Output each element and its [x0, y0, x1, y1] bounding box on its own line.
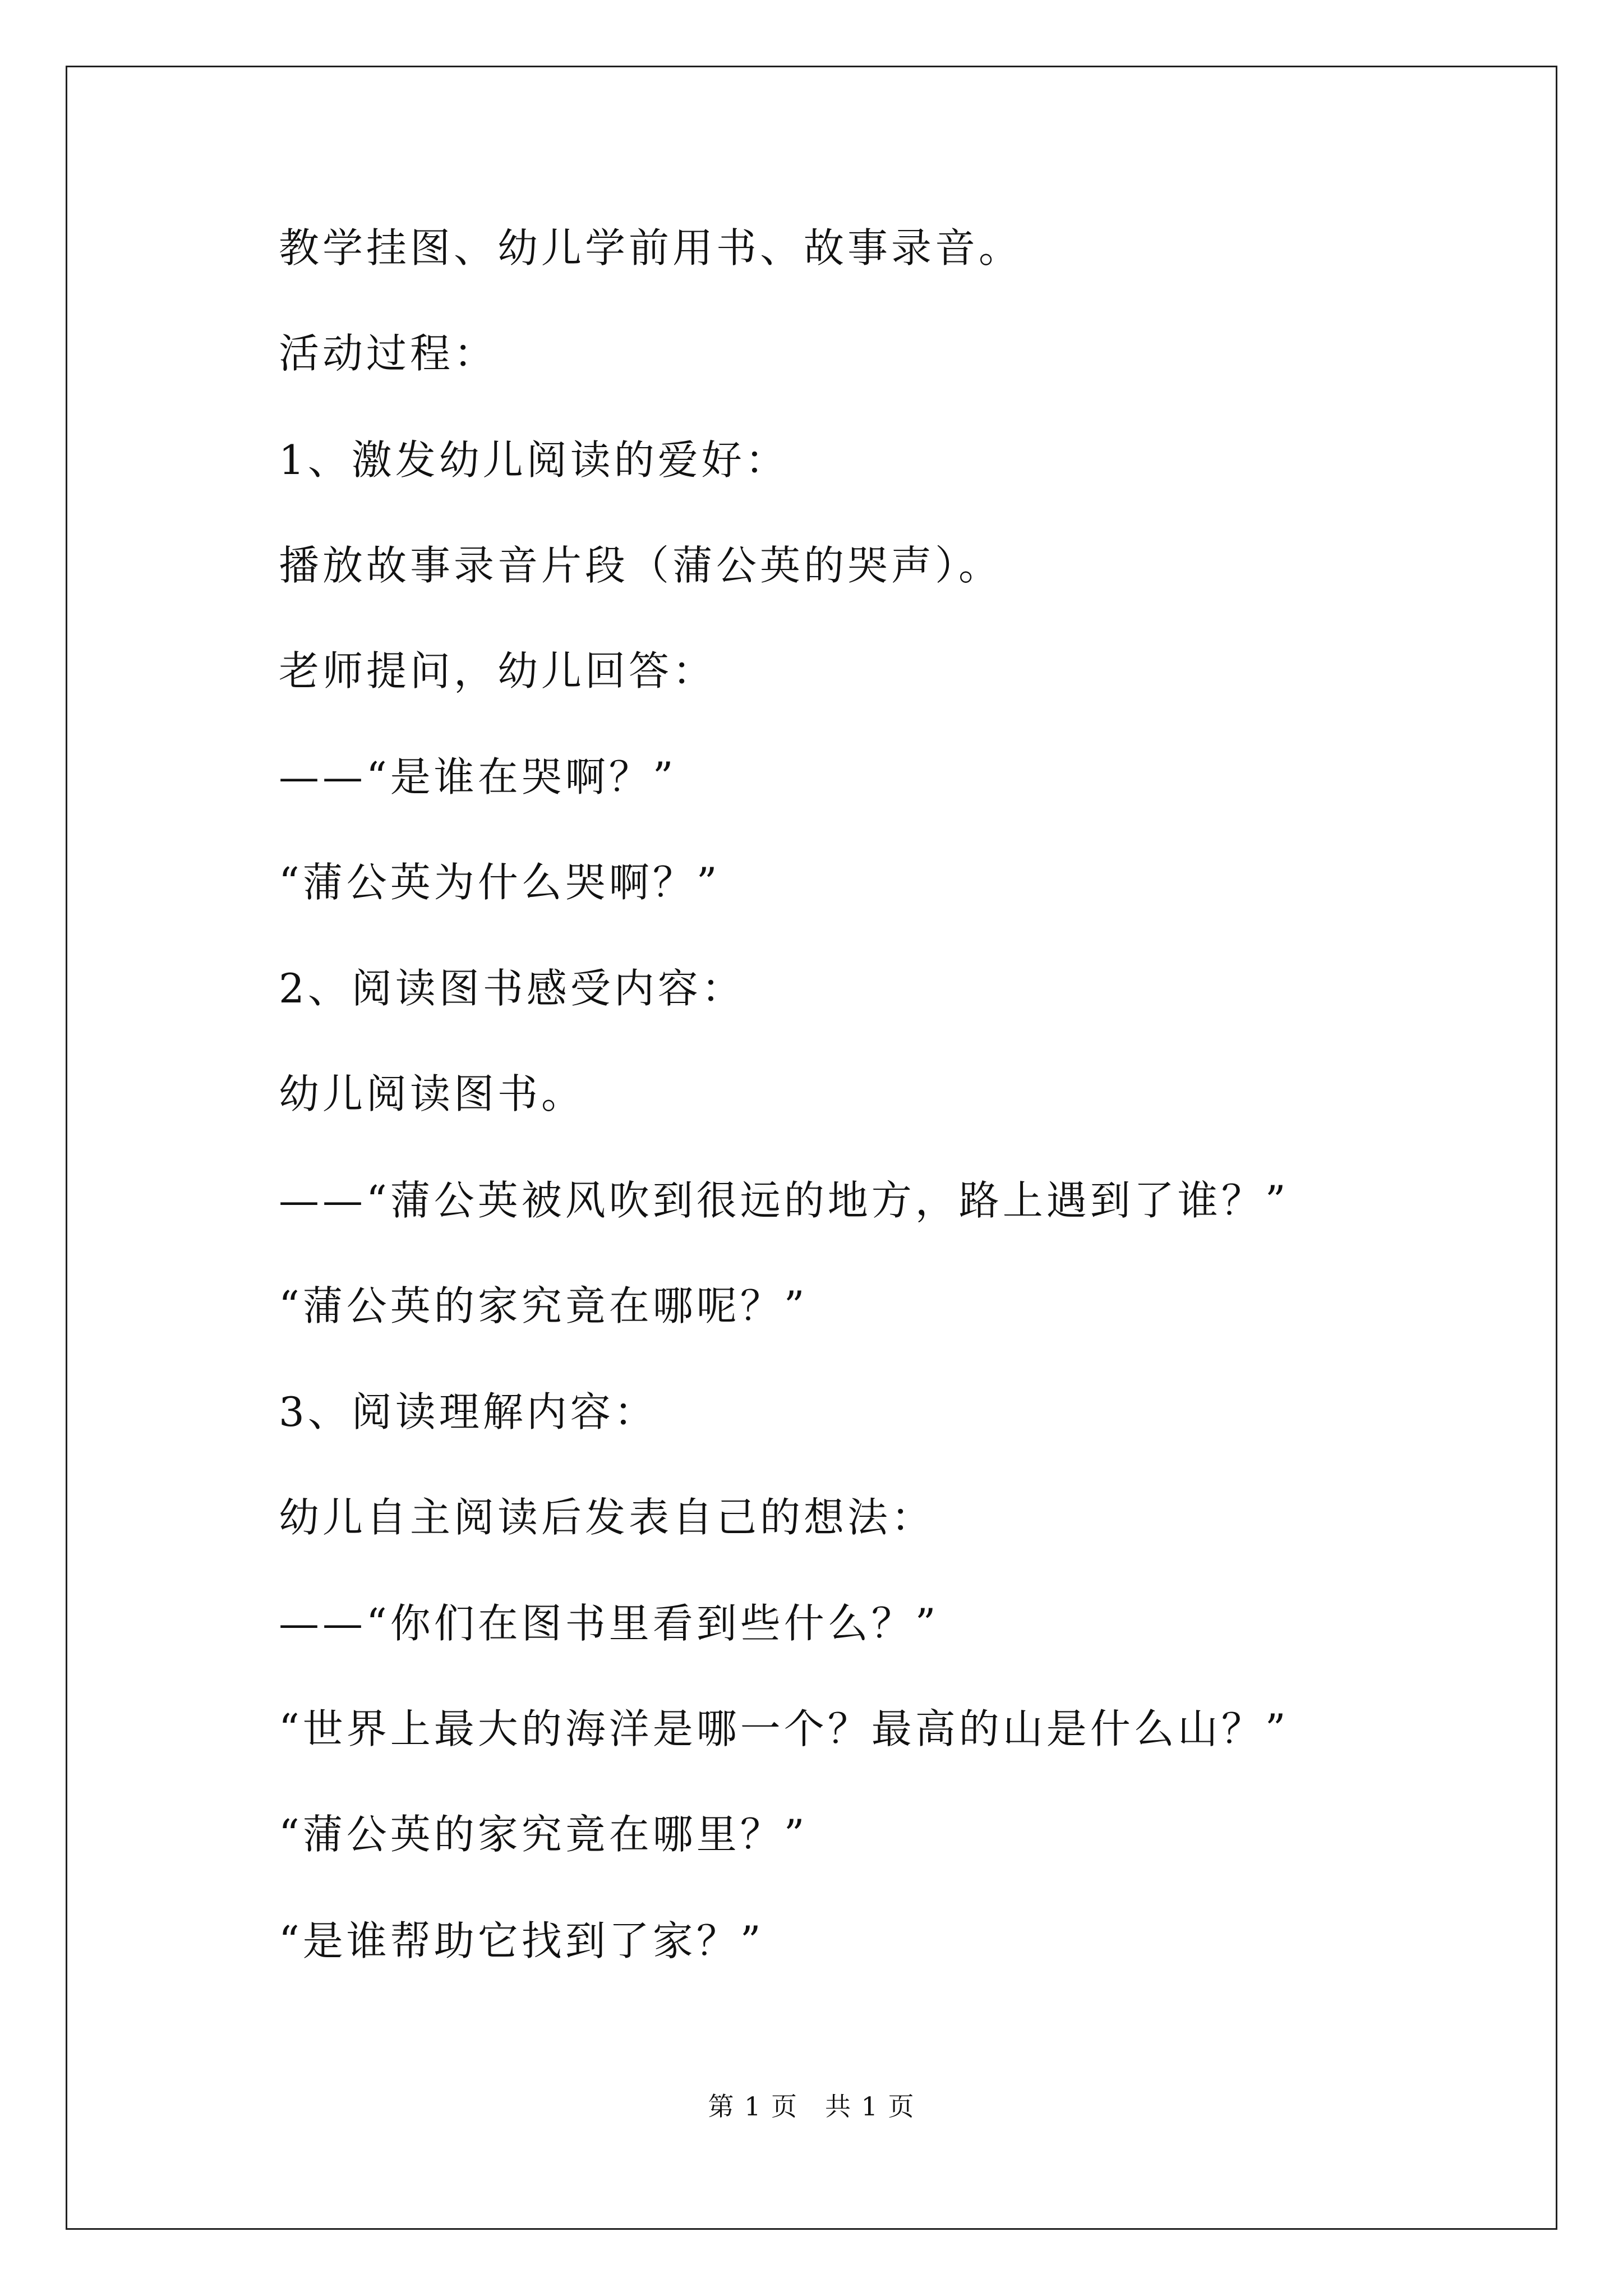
text-line: 2、阅读图书感受内容： — [279, 965, 745, 1012]
text-line: ——“蒲公英被风吹到很远的地方，路上遇到了谁？” — [279, 1177, 1289, 1224]
text-line: 教学挂图、幼儿学前用书、故事录音。 — [279, 224, 1023, 272]
text-line: 播放故事录音片段（蒲公英的哭声）。 — [279, 542, 1003, 589]
text-line: 老师提问，幼儿回答： — [279, 647, 717, 694]
text-line: 1、激发幼儿阅读的爱好： — [279, 436, 789, 484]
text-line: “是谁帮助它找到了家？” — [279, 1917, 764, 1964]
text-line: 幼儿自主阅读后发表自己的想法： — [279, 1494, 935, 1541]
text-line: “世界上最大的海洋是哪一个？最高的山是什么山？” — [279, 1705, 1289, 1752]
text-line: 幼儿阅读图书。 — [279, 1070, 585, 1117]
text-line: ——“是谁在哭啊？” — [279, 753, 677, 800]
text-line: 3、阅读理解内容： — [279, 1388, 658, 1435]
text-line: 活动过程： — [279, 330, 498, 377]
text-line: ——“你们在图书里看到些什么？” — [279, 1600, 939, 1647]
text-line: “蒲公英的家究竟在哪里？” — [279, 1811, 808, 1858]
text-line: “蒲公英为什么哭啊？” — [279, 859, 721, 906]
page-number-footer: 第 1 页 共 1 页 — [708, 2091, 915, 2122]
text-line: “蒲公英的家究竟在哪呢？” — [279, 1282, 808, 1329]
page-border — [66, 66, 1557, 2230]
